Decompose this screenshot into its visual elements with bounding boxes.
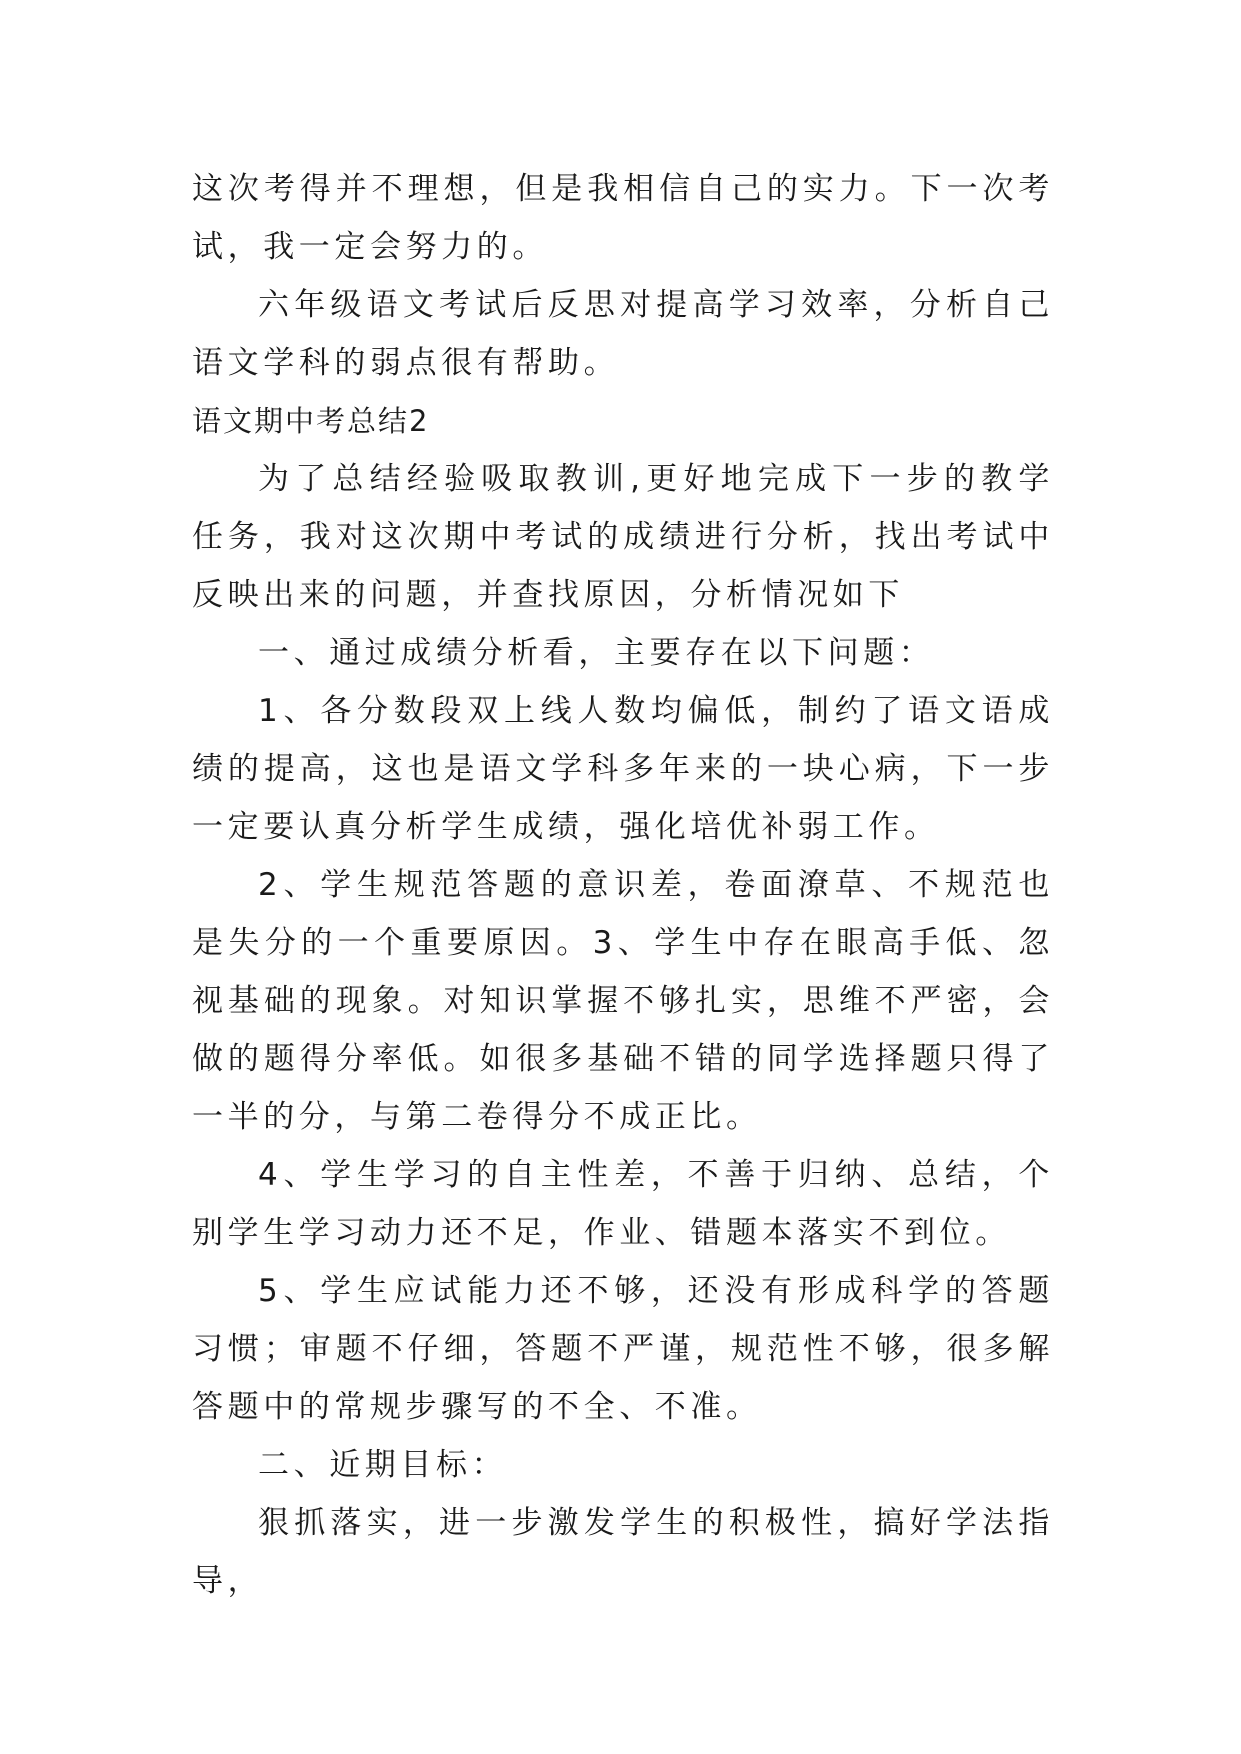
paragraph-10: 狠抓落实，进一步激发学生的积极性，搞好学法指导， xyxy=(192,1505,1054,1599)
paragraph-9: 二、近期目标： xyxy=(258,1447,508,1483)
paragraph-1: 这次考得并不理想，但是我相信自己的实力。下一次考试，我一定会努力的。 xyxy=(192,171,1054,265)
paragraph-4: 一、通过成绩分析看，主要存在以下问题： xyxy=(258,635,935,671)
paragraph-6: 2、学生规范答题的意识差，卷面潦草、不规范也是失分的一个重要原因。3、学生中存在眼高手低、忽视基础的现象。对知识掌握不够扎实，思维不严密，会做的题得分率低。如很多基础不错的同学选择题只得了一半的分，与第二卷得分不成正比。 xyxy=(192,867,1054,1135)
paragraph-3: 为了总结经验吸取教训,更好地完成下一步的教学任务，我对这次期中考试的成绩进行分析，找出考试中反映出来的问题，并查找原因，分析情况如下 xyxy=(192,461,1054,613)
paragraph-2: 六年级语文考试后反思对提高学习效率，分析自己语文学科的弱点很有帮助。 xyxy=(192,287,1054,381)
paragraph-5: 1、各分数段双上线人数均偏低，制约了语文语成绩的提高，这也是语文学科多年来的一块心病，下一步一定要认真分析学生成绩，强化培优补弱工作。 xyxy=(192,693,1054,845)
document-body xyxy=(192,160,1054,1610)
paragraph-8: 5、学生应试能力还不够，还没有形成科学的答题习惯；审题不仔细，答题不严谨，规范性不够，很多解答题中的常规步骤写的不全、不准。 xyxy=(192,1273,1054,1425)
section-heading: 语文期中考总结2 xyxy=(192,404,430,438)
paragraph-7: 4、学生学习的自主性差，不善于归纳、总结，个别学生学习动力还不足，作业、错题本落实不到位。 xyxy=(192,1157,1054,1251)
